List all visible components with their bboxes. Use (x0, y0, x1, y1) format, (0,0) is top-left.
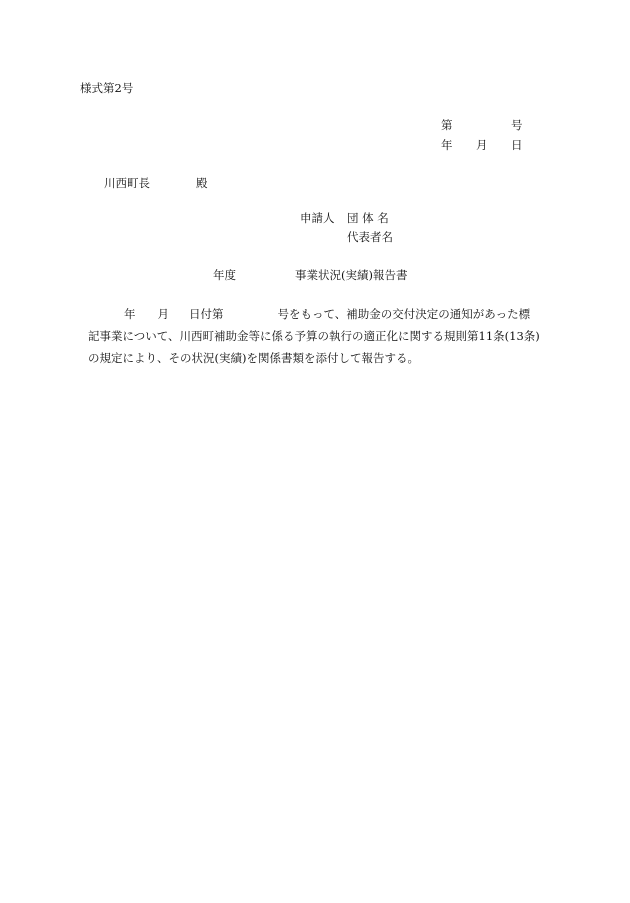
body-line-2: 記事業について、川西町補助金等に係る予算の執行の適正化に関する規則第11条(13条) (88, 329, 540, 343)
body-year: 年 (124, 307, 136, 321)
org-name-label: 団 体 名 (347, 211, 389, 225)
body-line-1-rest: 号をもって、補助金の交付決定の通知があった標 (277, 307, 531, 321)
addressee-name: 川西町長 (104, 176, 150, 190)
document-title: 事業状況(実績)報告書 (295, 268, 408, 282)
body-day-no: 日付第 (189, 307, 224, 321)
body-line-3: の規定により、その状況(実績)を関係書類を添付して報告する。 (88, 351, 419, 365)
applicant-label: 申請人 (300, 211, 335, 225)
representative-label: 代表者名 (347, 230, 393, 244)
addressee-honorific: 殿 (196, 176, 208, 190)
date-month-label: 月 (476, 138, 488, 152)
form-number: 様式第2号 (80, 81, 134, 95)
title-nendo: 年度 (213, 268, 236, 282)
ref-dai-label: 第 (441, 118, 453, 132)
date-day-label: 日 (511, 138, 523, 152)
ref-go-label: 号 (511, 118, 523, 132)
report-body (88, 303, 550, 369)
body-line-1 (88, 303, 550, 325)
date-year-label: 年 (441, 138, 453, 152)
body-month: 月 (157, 307, 169, 321)
